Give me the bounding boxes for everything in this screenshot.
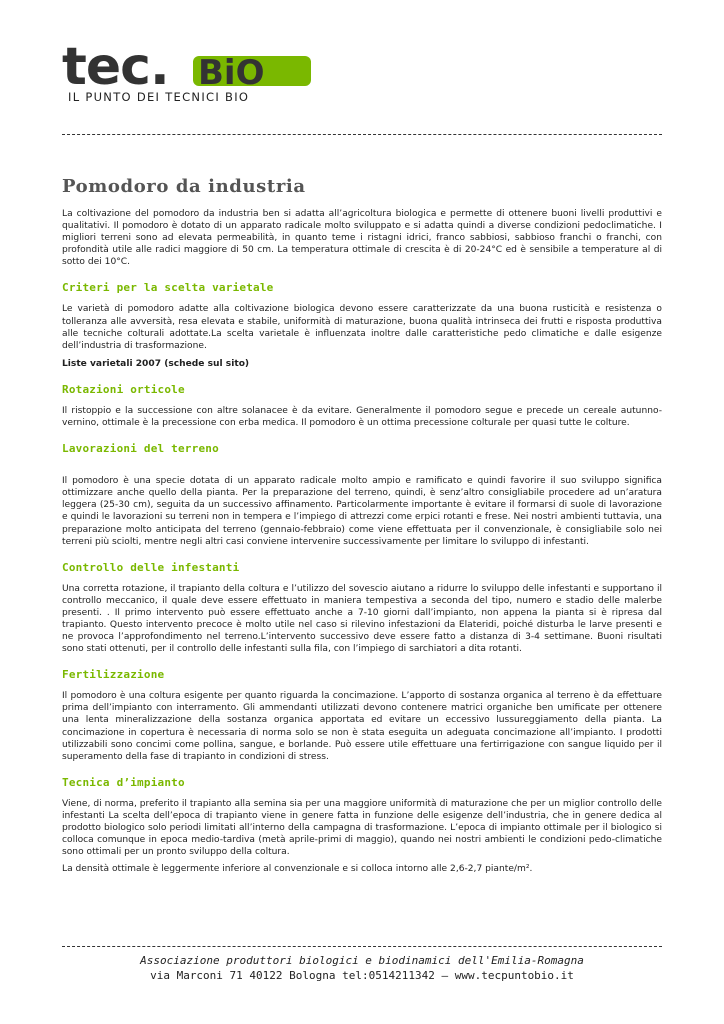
varietal-lists-note: Liste varietali 2007 (schede sul sito): [62, 358, 250, 369]
footer-address: via Marconi 71 40122 Bologna tel:0514211342 – www.tecpuntobio.it: [150, 969, 574, 982]
section-heading-varietal: Criteri per la scelta varietale: [62, 281, 274, 295]
section-paragraph: Il ristoppio e la successione con altre solanacee è da evitare. Generalmente il pomodoro segue e precede un cereale autunno-vernino, ottimale è la precessione con erba medica. Il pomodoro è un ottima precessione colturale per quasi tutte le colture.: [62, 405, 662, 429]
section-paragraph: La densità ottimale è leggermente inferiore al convenzionale e si colloca intorno alle 2,6-2,7 piante/m².: [62, 864, 533, 875]
footer-divider: [62, 946, 662, 947]
section-heading-rotations: Rotazioni orticole: [62, 382, 185, 396]
footer: [62, 953, 662, 983]
article-title: Pomodoro da industria: [62, 176, 306, 197]
logo-text-accent: BiO: [198, 53, 265, 88]
section-paragraph: Il pomodoro è una coltura esigente per quanto riguarda la concimazione. L’apporto di sostanza organica al terreno è da effettuare prima dell’impianto con interramento. Gli ammendanti utilizzati devono contenere matrici organiche ben umificate per ottenere una lenta mineralizzazione della sostanza organica apportata ed evitare un eccessivo lussureggiamento della pianta. La concimazione in copertura è necessaria di norma solo se non è stata eseguita un adeguata concimazione all’impianto. I prodotti utilizzabili sono concimi come pollina, sangue, e borlande. Può essere utile effettuare una fertirrigazione con sangue liquido per il superamento della fase di trapianto in condizioni di stress.: [62, 691, 662, 762]
section-paragraph: Le varietà di pomodoro adatte alla coltivazione biologica devono essere caratterizzate da una buona rusticità e resistenza o tolleranza alle avversità, resa elevata e stabile, uniformità di maturazione, buona qualità intrinseca dei frutti e risposta produttiva alle tecniche colturali adottate.La scelta varietale è influenzata inoltre dalle caratteristiche pedo climatiche e dalle esigenze dell’industria di trasformazione.: [62, 304, 662, 351]
section-heading-soil-tillage: Lavorazioni del terreno: [62, 442, 219, 456]
article: [62, 176, 662, 880]
logo-tagline: IL PUNTO DEI TECNICI BIO: [68, 90, 250, 104]
section-heading-fertilization: Fertilizzazione: [62, 668, 165, 682]
tecbio-logo: [62, 46, 322, 106]
article-intro: La coltivazione del pomodoro da industria ben si adatta all’agricoltura biologica e permette di ottenere buoni livelli produttivi e qualitativi. Il pomodoro è dotato di un apparato radicale molto sviluppato e si adatta quindi a diverse condizioni pedoclimatiche. I migliori terreni sono ad elevata permeabilità, in quanto teme i ristagni idrici, franco sabbiosi, sabbioso franchi o franchi, con profondità utile alle radici maggiore di 50 cm. La temperatura ottimale di crescita è di 20-24°C ed è sensibile a temperature al di sotto dei 10°C.: [62, 209, 662, 268]
tecbio-logo-mark: [62, 46, 322, 88]
section-paragraph: Una corretta rotazione, il trapianto della coltura e l’utilizzo del sovescio aiutano a ridurre lo sviluppo delle infestanti e supportano il controllo meccanico, il quale deve essere effettuato in maniera tempestiva a seconda del tipo, numero e stadio delle malerbe presenti. . Il primo intervento può essere effettuato anche a 7-10 giorni dall’impianto, non appena la pianta si è ripresa dal trapianto. Questo intervento precoce è molto utile nel caso si rilevino infestazioni da Elateridi, poiché disturba le larve presenti e ne provoca l’approfondimento nel terreno.L’intervento successivo deve essere fatto a distanza di 3-4 settimane. Buoni risultati sono stati ottenuti, per il controllo delle infestanti sulla fila, con l’impiego di sarchiatori a dita rotanti.: [62, 583, 662, 655]
section-heading-planting: Tecnica d’impianto: [62, 775, 185, 789]
section-paragraph: Il pomodoro è una specie dotata di un apparato radicale molto ampio e ramificato e quindi favorire il suo sviluppo significa ottimizzare anche quello della pianta. Per la preparazione del terreno, quindi, è senz’altro consigliabile procedere ad un’aratura leggera (25-30 cm), seguita da un successivo affinamento. Particolarmente importante è evitare il formarsi di suole di lavorazione e quindi le lavorazioni su terreni non in tempera e l’impiego di attrezzi come erpici rotanti e frese. Nei nostri ambienti tuttavia, una preparazione molto anticipata del terreno (gennaio-febbraio) come viene effettuata per il convenzionale, è consigliabile solo nei terreni più sciolti, mentre negli altri casi conviene intervenire successivamente per limitare lo sviluppo di infestanti.: [62, 476, 662, 547]
section-paragraph: Viene, di norma, preferito il trapianto alla semina sia per una maggiore uniformità di maturazione che per un miglior controllo delle infestanti La scelta dell’epoca di trapianto viene in genere fatta in funzione delle esigenze dell’industria, che in genere dedica al prodotto biologico solo periodi limitati all’interno della campagna di trasformazione. L’epoca di impianto ottimale per il biologico si colloca comunque in epoca medio-tardiva (metà aprile-primi di maggio), quando nei nostri ambienti le condizioni pedo-climatiche sono ottimali per un pronto sviluppo della coltura.: [62, 798, 662, 858]
footer-organization: Associazione produttori biologici e biodinamici dell'Emilia-Romagna: [140, 954, 584, 967]
logo-text-main: tec.: [62, 46, 169, 88]
section-spacer: [62, 464, 662, 475]
header-divider: [62, 134, 662, 135]
section-heading-weed-control: Controllo delle infestanti: [62, 560, 240, 574]
